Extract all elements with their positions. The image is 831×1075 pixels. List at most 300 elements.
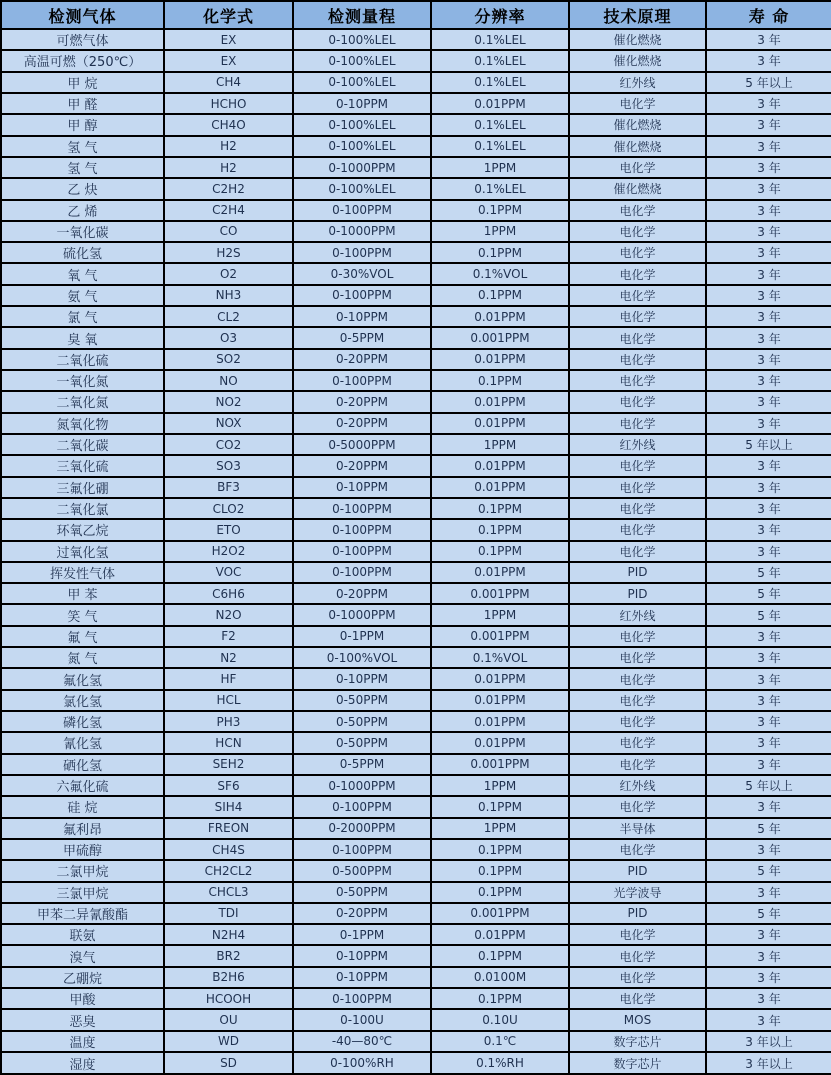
cell-principle: 电化学 — [569, 796, 706, 817]
cell-lifespan: 3 年 — [706, 136, 831, 157]
cell-principle: 电化学 — [569, 839, 706, 860]
cell-principle: 电化学 — [569, 519, 706, 540]
cell-range: 0-100%LEL — [293, 72, 431, 93]
cell-gas: 二氧化碳 — [1, 434, 164, 455]
cell-range: 0-100%LEL — [293, 178, 431, 199]
table-row — [1, 72, 831, 93]
cell-range: 0-20PPM — [293, 455, 431, 476]
cell-resolution: 0.1%LEL — [431, 29, 569, 50]
cell-principle: 电化学 — [569, 455, 706, 476]
cell-principle: 电化学 — [569, 263, 706, 284]
cell-gas: 甲 醇 — [1, 114, 164, 135]
cell-range: 0-10PPM — [293, 967, 431, 988]
cell-resolution: 0.0100M — [431, 967, 569, 988]
cell-lifespan: 3 年以上 — [706, 1031, 831, 1052]
cell-principle: 电化学 — [569, 690, 706, 711]
cell-range: 0-10PPM — [293, 668, 431, 689]
cell-principle: 数字芯片 — [569, 1031, 706, 1052]
cell-gas: 氮 气 — [1, 647, 164, 668]
cell-formula: VOC — [164, 562, 293, 583]
cell-resolution: 0.1PPM — [431, 796, 569, 817]
cell-lifespan: 3 年 — [706, 796, 831, 817]
cell-resolution: 0.1PPM — [431, 519, 569, 540]
cell-resolution: 0.01PPM — [431, 732, 569, 753]
cell-principle: 电化学 — [569, 754, 706, 775]
cell-gas: 二氧化氮 — [1, 391, 164, 412]
cell-principle: 电化学 — [569, 647, 706, 668]
cell-resolution: 0.1PPM — [431, 285, 569, 306]
cell-principle: 电化学 — [569, 93, 706, 114]
cell-resolution: 0.1PPM — [431, 882, 569, 903]
cell-range: 0-5PPM — [293, 754, 431, 775]
cell-gas: 溴气 — [1, 945, 164, 966]
cell-resolution: 1PPM — [431, 434, 569, 455]
cell-range: 0-20PPM — [293, 349, 431, 370]
table-row — [1, 157, 831, 178]
table-row — [1, 136, 831, 157]
cell-range: 0-100%LEL — [293, 29, 431, 50]
cell-principle: PID — [569, 583, 706, 604]
cell-principle: 红外线 — [569, 434, 706, 455]
cell-range: 0-100PPM — [293, 200, 431, 221]
cell-principle: 催化燃烧 — [569, 50, 706, 71]
cell-formula: N2H4 — [164, 924, 293, 945]
cell-resolution: 0.01PPM — [431, 562, 569, 583]
cell-gas: 氨 气 — [1, 285, 164, 306]
cell-gas: 甲 醛 — [1, 93, 164, 114]
table-row — [1, 626, 831, 647]
cell-resolution: 0.01PPM — [431, 306, 569, 327]
cell-gas: 乙 烯 — [1, 200, 164, 221]
table-row — [1, 882, 831, 903]
cell-formula: SEH2 — [164, 754, 293, 775]
cell-gas: 磷化氢 — [1, 711, 164, 732]
cell-resolution: 0.01PPM — [431, 690, 569, 711]
cell-lifespan: 3 年 — [706, 306, 831, 327]
cell-range: 0-100%LEL — [293, 50, 431, 71]
cell-gas: 硒化氢 — [1, 754, 164, 775]
table-row — [1, 924, 831, 945]
cell-range: 0-1000PPM — [293, 221, 431, 242]
cell-lifespan: 3 年 — [706, 690, 831, 711]
cell-formula: ETO — [164, 519, 293, 540]
cell-gas: 六氟化硫 — [1, 775, 164, 796]
cell-range: 0-20PPM — [293, 413, 431, 434]
table-row — [1, 711, 831, 732]
cell-formula: NH3 — [164, 285, 293, 306]
table-row — [1, 200, 831, 221]
cell-principle: 电化学 — [569, 200, 706, 221]
cell-range: 0-1PPM — [293, 626, 431, 647]
cell-lifespan: 3 年 — [706, 413, 831, 434]
cell-gas: 高温可燃（250℃） — [1, 50, 164, 71]
cell-gas: 一氧化碳 — [1, 221, 164, 242]
cell-resolution: 0.01PPM — [431, 711, 569, 732]
table-row — [1, 114, 831, 135]
cell-resolution: 0.10U — [431, 1009, 569, 1030]
cell-lifespan: 3 年 — [706, 221, 831, 242]
cell-gas: 联氨 — [1, 924, 164, 945]
col-header-gas: 检测气体 — [1, 1, 164, 29]
cell-formula: H2S — [164, 242, 293, 263]
cell-gas: 三氧化硫 — [1, 455, 164, 476]
cell-principle: 催化燃烧 — [569, 178, 706, 199]
cell-formula: B2H6 — [164, 967, 293, 988]
cell-formula: HCL — [164, 690, 293, 711]
cell-formula: C2H4 — [164, 200, 293, 221]
cell-lifespan: 3 年 — [706, 178, 831, 199]
cell-resolution: 0.1PPM — [431, 200, 569, 221]
cell-range: 0-1000PPM — [293, 157, 431, 178]
col-header-resolution: 分辨率 — [431, 1, 569, 29]
cell-formula: HCOOH — [164, 988, 293, 1009]
table-row — [1, 1031, 831, 1052]
cell-gas: 氮氧化物 — [1, 413, 164, 434]
cell-gas: 氟化氢 — [1, 668, 164, 689]
cell-lifespan: 3 年 — [706, 711, 831, 732]
cell-gas: 二氧化硫 — [1, 349, 164, 370]
cell-lifespan: 3 年 — [706, 945, 831, 966]
table-row — [1, 178, 831, 199]
table-row — [1, 796, 831, 817]
cell-formula: O3 — [164, 327, 293, 348]
cell-principle: 电化学 — [569, 732, 706, 753]
table-row — [1, 50, 831, 71]
cell-gas: 温度 — [1, 1031, 164, 1052]
cell-principle: 电化学 — [569, 327, 706, 348]
cell-gas: 氰化氢 — [1, 732, 164, 753]
cell-principle: 电化学 — [569, 370, 706, 391]
cell-range: 0-100PPM — [293, 796, 431, 817]
cell-gas: 挥发性气体 — [1, 562, 164, 583]
cell-lifespan: 5 年 — [706, 562, 831, 583]
cell-formula: C2H2 — [164, 178, 293, 199]
cell-lifespan: 3 年 — [706, 519, 831, 540]
cell-range: 0-100%LEL — [293, 136, 431, 157]
cell-resolution: 0.01PPM — [431, 349, 569, 370]
cell-gas: 三氯甲烷 — [1, 882, 164, 903]
cell-lifespan: 3 年 — [706, 626, 831, 647]
cell-resolution: 0.001PPM — [431, 903, 569, 924]
cell-formula: NO — [164, 370, 293, 391]
table-row — [1, 327, 831, 348]
cell-lifespan: 3 年 — [706, 647, 831, 668]
table-row — [1, 370, 831, 391]
cell-resolution: 0.1PPM — [431, 370, 569, 391]
table-row — [1, 413, 831, 434]
cell-resolution: 0.1PPM — [431, 839, 569, 860]
cell-lifespan: 5 年 — [706, 860, 831, 881]
cell-gas: 硫化氢 — [1, 242, 164, 263]
cell-gas: 二氧化氯 — [1, 498, 164, 519]
table-row — [1, 29, 831, 50]
cell-principle: 红外线 — [569, 775, 706, 796]
cell-resolution: 0.1%VOL — [431, 263, 569, 284]
table-row — [1, 221, 831, 242]
cell-lifespan: 3 年 — [706, 754, 831, 775]
table-row — [1, 583, 831, 604]
cell-principle: 电化学 — [569, 541, 706, 562]
col-header-lifespan: 寿 命 — [706, 1, 831, 29]
cell-range: 0-10PPM — [293, 477, 431, 498]
cell-lifespan: 5 年 — [706, 604, 831, 625]
cell-gas: 硅 烷 — [1, 796, 164, 817]
cell-lifespan: 3 年 — [706, 882, 831, 903]
cell-resolution: 0.01PPM — [431, 413, 569, 434]
cell-lifespan: 3 年 — [706, 541, 831, 562]
table-row — [1, 306, 831, 327]
cell-principle: 电化学 — [569, 413, 706, 434]
cell-principle: 电化学 — [569, 988, 706, 1009]
cell-resolution: 0.01PPM — [431, 93, 569, 114]
cell-range: 0-100PPM — [293, 498, 431, 519]
cell-range: 0-100PPM — [293, 370, 431, 391]
cell-lifespan: 3 年 — [706, 242, 831, 263]
cell-lifespan: 3 年 — [706, 924, 831, 945]
cell-resolution: 1PPM — [431, 157, 569, 178]
cell-principle: 电化学 — [569, 626, 706, 647]
cell-range: 0-10PPM — [293, 93, 431, 114]
cell-range: 0-100%VOL — [293, 647, 431, 668]
cell-resolution: 0.01PPM — [431, 924, 569, 945]
cell-lifespan: 3 年 — [706, 498, 831, 519]
cell-range: 0-50PPM — [293, 732, 431, 753]
cell-formula: C6H6 — [164, 583, 293, 604]
cell-resolution: 0.1%VOL — [431, 647, 569, 668]
cell-principle: 电化学 — [569, 967, 706, 988]
cell-gas: 二氯甲烷 — [1, 860, 164, 881]
col-header-principle: 技术原理 — [569, 1, 706, 29]
cell-principle: PID — [569, 903, 706, 924]
cell-formula: SF6 — [164, 775, 293, 796]
cell-principle: 电化学 — [569, 498, 706, 519]
cell-principle: 催化燃烧 — [569, 136, 706, 157]
cell-formula: CO2 — [164, 434, 293, 455]
cell-principle: 电化学 — [569, 242, 706, 263]
cell-gas: 氯 气 — [1, 306, 164, 327]
cell-lifespan: 3 年 — [706, 50, 831, 71]
cell-range: 0-100PPM — [293, 285, 431, 306]
cell-formula: EX — [164, 29, 293, 50]
cell-principle: 电化学 — [569, 157, 706, 178]
table-row — [1, 242, 831, 263]
cell-lifespan: 5 年 — [706, 818, 831, 839]
table-row — [1, 647, 831, 668]
table-row — [1, 839, 831, 860]
cell-formula: CH4S — [164, 839, 293, 860]
cell-formula: HF — [164, 668, 293, 689]
cell-lifespan: 3 年 — [706, 668, 831, 689]
cell-gas: 氟利昂 — [1, 818, 164, 839]
cell-gas: 甲 苯 — [1, 583, 164, 604]
cell-range: 0-100PPM — [293, 562, 431, 583]
cell-range: 0-1000PPM — [293, 775, 431, 796]
cell-principle: 光学波导 — [569, 882, 706, 903]
cell-lifespan: 3 年 — [706, 732, 831, 753]
table-row — [1, 477, 831, 498]
cell-gas: 氟 气 — [1, 626, 164, 647]
cell-range: 0-100PPM — [293, 541, 431, 562]
cell-lifespan: 3 年以上 — [706, 1052, 831, 1074]
cell-resolution: 0.001PPM — [431, 754, 569, 775]
cell-principle: 电化学 — [569, 285, 706, 306]
table-row — [1, 903, 831, 924]
cell-lifespan: 3 年 — [706, 477, 831, 498]
cell-range: 0-100PPM — [293, 839, 431, 860]
cell-formula: CH4O — [164, 114, 293, 135]
cell-formula: CLO2 — [164, 498, 293, 519]
table-row — [1, 349, 831, 370]
table-body — [1, 29, 831, 1074]
table-row — [1, 391, 831, 412]
cell-formula: SIH4 — [164, 796, 293, 817]
cell-resolution: 1PPM — [431, 818, 569, 839]
cell-lifespan: 3 年 — [706, 370, 831, 391]
cell-resolution: 1PPM — [431, 775, 569, 796]
cell-range: 0-5000PPM — [293, 434, 431, 455]
cell-lifespan: 5 年以上 — [706, 72, 831, 93]
cell-resolution: 0.1%LEL — [431, 178, 569, 199]
cell-range: 0-1000PPM — [293, 604, 431, 625]
table-row — [1, 93, 831, 114]
cell-lifespan: 5 年以上 — [706, 434, 831, 455]
cell-range: 0-500PPM — [293, 860, 431, 881]
cell-principle: 红外线 — [569, 604, 706, 625]
table-row — [1, 498, 831, 519]
cell-gas: 湿度 — [1, 1052, 164, 1074]
cell-resolution: 0.01PPM — [431, 668, 569, 689]
cell-lifespan: 3 年 — [706, 391, 831, 412]
cell-lifespan: 3 年 — [706, 839, 831, 860]
cell-lifespan: 3 年 — [706, 93, 831, 114]
cell-formula: CL2 — [164, 306, 293, 327]
table-row — [1, 455, 831, 476]
cell-lifespan: 3 年 — [706, 1009, 831, 1030]
cell-lifespan: 3 年 — [706, 29, 831, 50]
table-row — [1, 604, 831, 625]
cell-gas: 甲 烷 — [1, 72, 164, 93]
cell-principle: PID — [569, 860, 706, 881]
col-header-range: 检测量程 — [293, 1, 431, 29]
cell-range: 0-20PPM — [293, 903, 431, 924]
cell-gas: 环氧乙烷 — [1, 519, 164, 540]
cell-formula: BF3 — [164, 477, 293, 498]
cell-gas: 乙 炔 — [1, 178, 164, 199]
cell-range: 0-1PPM — [293, 924, 431, 945]
cell-lifespan: 3 年 — [706, 200, 831, 221]
cell-formula: SO3 — [164, 455, 293, 476]
cell-formula: NOX — [164, 413, 293, 434]
col-header-formula: 化学式 — [164, 1, 293, 29]
cell-lifespan: 5 年 — [706, 583, 831, 604]
table-row — [1, 263, 831, 284]
header-row — [1, 1, 831, 29]
cell-range: 0-30%VOL — [293, 263, 431, 284]
cell-principle: 催化燃烧 — [569, 29, 706, 50]
cell-formula: CO — [164, 221, 293, 242]
cell-resolution: 0.1%LEL — [431, 72, 569, 93]
table-row — [1, 519, 831, 540]
cell-resolution: 0.1PPM — [431, 498, 569, 519]
cell-formula: CH2CL2 — [164, 860, 293, 881]
cell-gas: 过氧化氢 — [1, 541, 164, 562]
cell-formula: N2O — [164, 604, 293, 625]
cell-lifespan: 3 年 — [706, 263, 831, 284]
table-row — [1, 818, 831, 839]
cell-resolution: 1PPM — [431, 604, 569, 625]
cell-range: -40—80℃ — [293, 1031, 431, 1052]
cell-gas: 氢 气 — [1, 136, 164, 157]
table-row — [1, 690, 831, 711]
cell-formula: SD — [164, 1052, 293, 1074]
cell-gas: 恶臭 — [1, 1009, 164, 1030]
cell-lifespan: 3 年 — [706, 114, 831, 135]
cell-formula: N2 — [164, 647, 293, 668]
cell-gas: 三氟化硼 — [1, 477, 164, 498]
cell-principle: MOS — [569, 1009, 706, 1030]
cell-resolution: 0.01PPM — [431, 477, 569, 498]
cell-resolution: 0.1PPM — [431, 988, 569, 1009]
cell-range: 0-10PPM — [293, 945, 431, 966]
cell-range: 0-20PPM — [293, 391, 431, 412]
cell-range: 0-50PPM — [293, 882, 431, 903]
cell-gas: 氯化氢 — [1, 690, 164, 711]
cell-formula: HCN — [164, 732, 293, 753]
cell-formula: EX — [164, 50, 293, 71]
cell-lifespan: 3 年 — [706, 157, 831, 178]
cell-gas: 乙硼烷 — [1, 967, 164, 988]
cell-range: 0-50PPM — [293, 690, 431, 711]
table-row — [1, 860, 831, 881]
table-row — [1, 434, 831, 455]
cell-resolution: 0.001PPM — [431, 626, 569, 647]
cell-gas: 氧 气 — [1, 263, 164, 284]
cell-resolution: 0.001PPM — [431, 327, 569, 348]
cell-formula: OU — [164, 1009, 293, 1030]
cell-lifespan: 3 年 — [706, 988, 831, 1009]
cell-principle: 电化学 — [569, 306, 706, 327]
cell-resolution: 0.1PPM — [431, 242, 569, 263]
cell-principle: 电化学 — [569, 668, 706, 689]
cell-resolution: 0.01PPM — [431, 455, 569, 476]
table-row — [1, 775, 831, 796]
cell-gas: 甲硫醇 — [1, 839, 164, 860]
cell-resolution: 0.1℃ — [431, 1031, 569, 1052]
cell-formula: SO2 — [164, 349, 293, 370]
cell-formula: PH3 — [164, 711, 293, 732]
cell-resolution: 0.001PPM — [431, 583, 569, 604]
cell-formula: BR2 — [164, 945, 293, 966]
cell-formula: WD — [164, 1031, 293, 1052]
table-row — [1, 1052, 831, 1074]
cell-formula: F2 — [164, 626, 293, 647]
cell-principle: 数字芯片 — [569, 1052, 706, 1074]
cell-range: 0-100PPM — [293, 242, 431, 263]
cell-principle: 半导体 — [569, 818, 706, 839]
cell-principle: 红外线 — [569, 72, 706, 93]
cell-resolution: 0.01PPM — [431, 391, 569, 412]
table-row — [1, 732, 831, 753]
cell-range: 0-100%LEL — [293, 114, 431, 135]
cell-resolution: 0.1PPM — [431, 860, 569, 881]
cell-gas: 笑 气 — [1, 604, 164, 625]
cell-lifespan: 3 年 — [706, 967, 831, 988]
cell-resolution: 0.1%LEL — [431, 136, 569, 157]
cell-gas: 甲苯二异氰酸酯 — [1, 903, 164, 924]
cell-resolution: 0.1%LEL — [431, 114, 569, 135]
table-row — [1, 668, 831, 689]
cell-gas: 一氧化氮 — [1, 370, 164, 391]
